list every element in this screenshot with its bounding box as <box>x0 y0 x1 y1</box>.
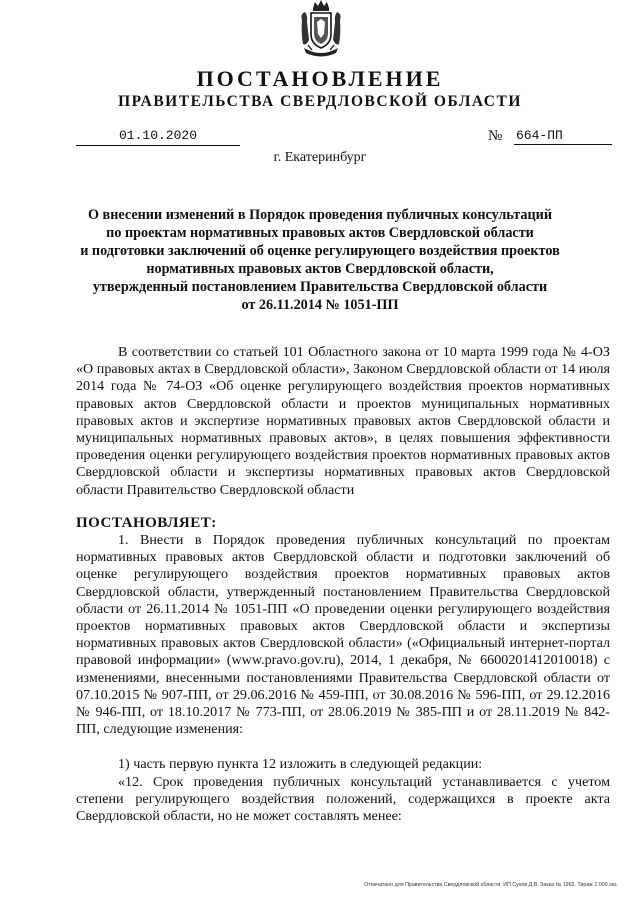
decree-word: ПОСТАНОВЛЯЕТ: <box>76 515 217 531</box>
item-1-paragraph: 1. Внести в Порядок проведения публичных консультаций по проектам нормативных правовых актов Свердловской области и подготовки заключений об оценке регулирующего воздействия проектов нормативных правовых актов Свердловской области, утвержденный постановлением Правительства Свердловской области от 26.11.2014 № 1051-ПП «О проведении оценки регулирующего воздействия проектов нормативных правовых актов Свердловской области и экспертизы нормативных правовых актов Свердловской области» («Официальный интернет-портал правовой информации» (www.pravo.gov.ru), 2014, 1 декабря, № 6600201412010018) с изменениями, внесенными постановлениями Правительства Свердловской области от 07.10.2015 № 907-ПП, от 29.06.2016 № 459-ПП, от 30.08.2016 № 596-ПП, от 29.12.2016 № 946-ПП, от 18.10.2017 № 773-ПП, от 28.06.2019 № 385-ПП и от 28.11.2019 № 842-ПП, следующие изменения: <box>76 532 610 738</box>
quoted-paragraph: «12. Срок проведения публичных консультаций устанавливается с учетом степени регулирующего воздействия положений, содержащихся в проекте акта Свердловской области, но не может составлять менее: <box>76 774 610 825</box>
print-note: Отпечатано для Правительства Свердловской области. ИП Сухов Д.В. Заказ № 1963. Тираж 2 000 экз. <box>364 882 618 888</box>
document-number: 664-ПП <box>514 128 612 145</box>
number-sign: № <box>488 128 503 144</box>
heading-line: и подготовки заключений об оценке регулирующего воздействия проектов <box>80 243 560 259</box>
heading-line: от 26.11.2014 № 1051-ПП <box>241 297 399 313</box>
document-date: 01.10.2020 <box>76 128 240 146</box>
preamble-paragraph: В соответствии со статьей 101 Областного закона от 10 марта 1999 года № 4-ОЗ «О правовых актах в Свердловской области», Законом Свердловской области от 14 июля 2014 года № 74-ОЗ «Об оценке регулирующего воздействия проектов нормативных правовых актов Свердловской области и проектов муниципальных нормативных правовых актов и экспертизе нормативных правовых актов Свердловской области и муниципальных нормативных правовых актов», в целях повышения эффективности проведения оценки регулирующего воздействия проектов нормативных правовых актов Свердловской области и экспертизы нормативных правовых актов Свердловской области Правительство Свердловской области <box>76 344 610 498</box>
document-heading <box>60 206 580 314</box>
heading-line: нормативных правовых актов Свердловской области, <box>146 261 494 277</box>
subitem-1-paragraph: 1) часть первую пункта 12 изложить в следующей редакции: <box>118 756 483 772</box>
coat-of-arms-icon <box>298 0 344 60</box>
document-issuer: ПРАВИТЕЛЬСТВА СВЕРДЛОВСКОЙ ОБЛАСТИ <box>118 93 522 110</box>
document-city: г. Екатеринбург <box>273 150 367 165</box>
heading-line: О внесении изменений в Порядок проведения публичных консультаций <box>87 207 553 223</box>
heading-line: по проектам нормативных правовых актов Свердловской области <box>106 225 534 241</box>
document-title: ПОСТАНОВЛЕНИЕ <box>196 66 444 91</box>
heading-line: утвержденный постановлением Правительства Свердловской области <box>92 279 548 295</box>
